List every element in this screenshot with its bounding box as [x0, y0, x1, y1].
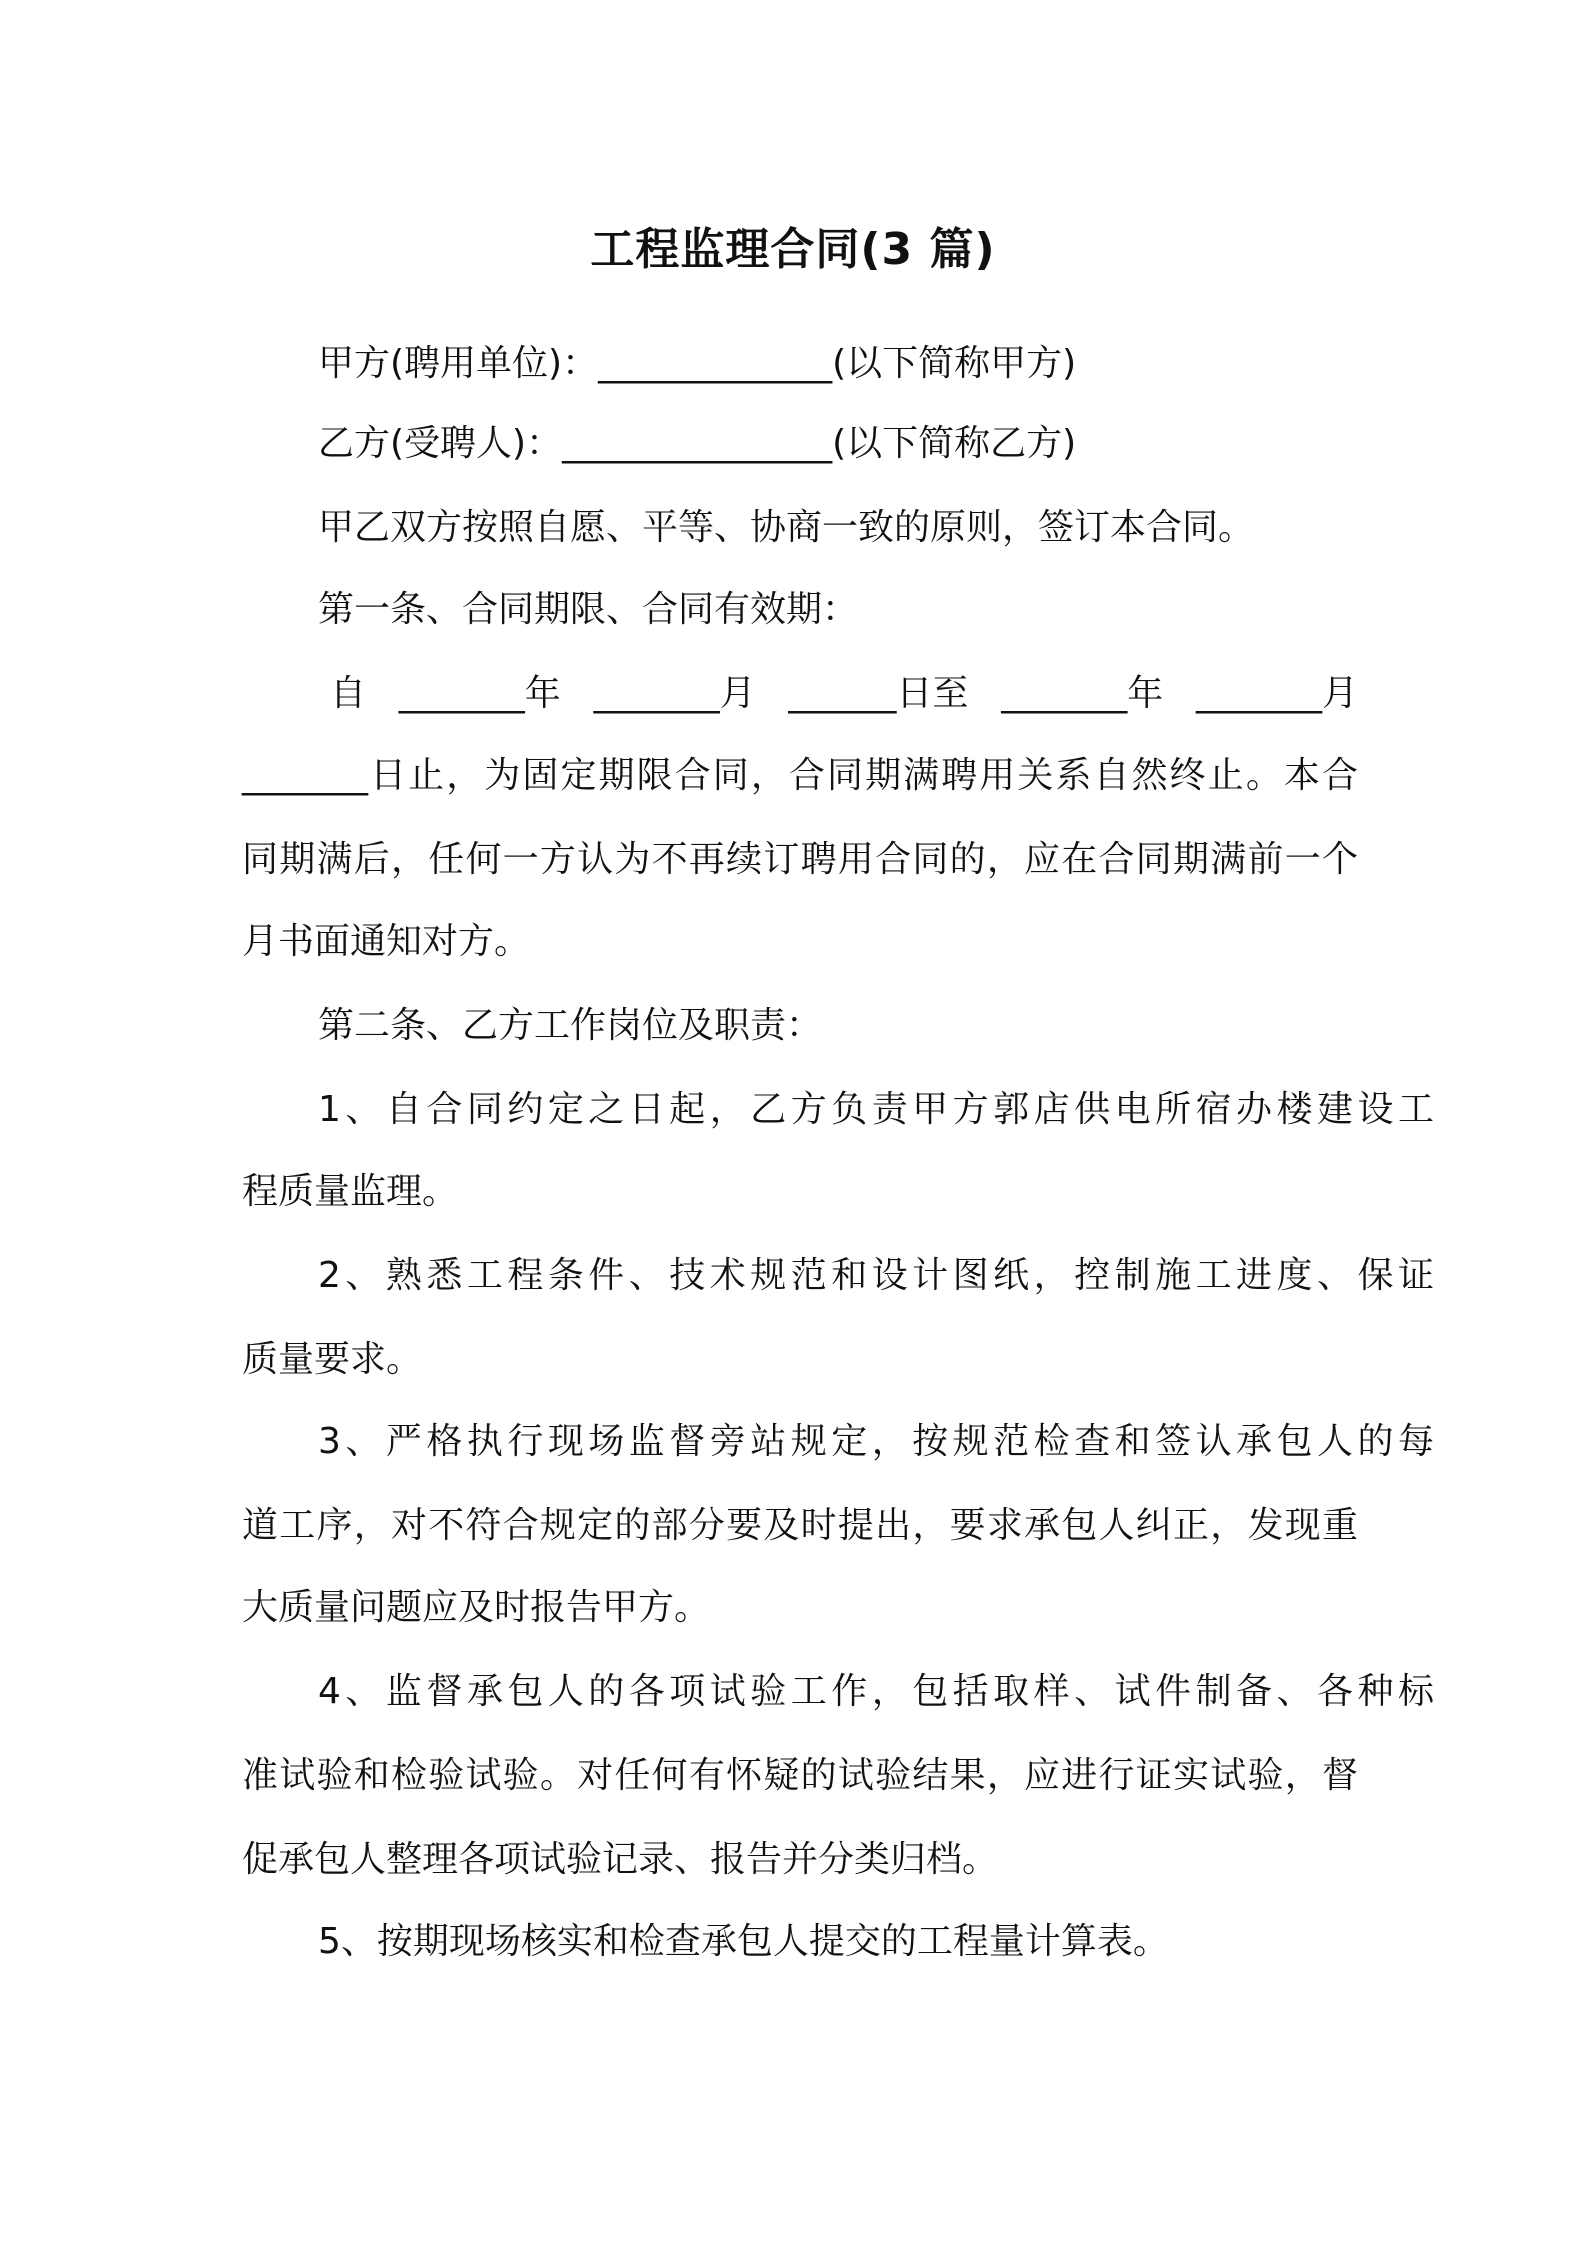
party-b-blank: _______________ [562, 423, 833, 464]
article-1-text-line: 月书面通知对方。 [242, 921, 531, 962]
party-a-label: 甲方(聘用单位)： [318, 343, 599, 384]
party-a-line [242, 338, 1434, 390]
article-2-item-4-line: 准试验和检验试验。对任何有怀疑的试验结果，应进行证实试验，督 [242, 1755, 1358, 1796]
article-2-item-5-line: 5、按期现场核实和检查承包人提交的工程量计算表。 [318, 1921, 1169, 1962]
article-2-item-4-line: 促承包人整理各项试验记录、报告并分类归档。 [242, 1839, 999, 1880]
article-2-item-1-line: 1、自合同约定之日起，乙方负责甲方郭店供电所宿办楼建设工 [318, 1089, 1434, 1130]
party-a-suffix: (以下简称甲方) [832, 343, 1077, 384]
article-2-item-3-line: 3、严格执行现场监督旁站规定，按规范检查和签认承包人的每 [318, 1421, 1434, 1462]
article-1-date-line [242, 668, 1358, 720]
date-part: ______日至 [788, 673, 969, 714]
party-a-blank: _____________ [598, 343, 833, 384]
article-1-heading: 第一条、合同期限、合同有效期： [318, 589, 859, 630]
date-part: 自 [330, 673, 367, 714]
date-part: _______月 [1195, 673, 1358, 714]
article-1-text-line: _______日止，为固定期限合同，合同期满聘用关系自然终止。本合 [242, 755, 1358, 796]
date-part: _______月 [593, 673, 756, 714]
date-part: _______年 [398, 673, 561, 714]
date-part: _______年 [1001, 673, 1164, 714]
article-2-item-3-line: 大质量问题应及时报告甲方。 [242, 1587, 711, 1628]
article-2-item-3-line: 道工序，对不符合规定的部分要及时提出，要求承包人纠正，发现重 [242, 1505, 1358, 1546]
article-2-item-4-line: 4、监督承包人的各项试验工作，包括取样、试件制备、各种标 [318, 1671, 1434, 1712]
party-b-line [242, 418, 1434, 470]
article-2-item-1-line: 程质量监理。 [242, 1171, 459, 1212]
party-b-label: 乙方(受聘人)： [318, 423, 563, 464]
document-title: 工程监理合同(3 篇) [590, 224, 996, 275]
article-2-item-2-line: 质量要求。 [242, 1339, 423, 1380]
preamble: 甲乙双方按照自愿、平等、协商一致的原则，签订本合同。 [318, 507, 1255, 548]
party-b-suffix: (以下简称乙方) [832, 423, 1077, 464]
article-2-item-2-line: 2、熟悉工程条件、技术规范和设计图纸，控制施工进度、保证 [318, 1255, 1434, 1296]
article-2-heading: 第二条、乙方工作岗位及职责： [318, 1005, 823, 1046]
article-1-text-line: 同期满后，任何一方认为不再续订聘用合同的，应在合同期满前一个 [242, 839, 1358, 880]
